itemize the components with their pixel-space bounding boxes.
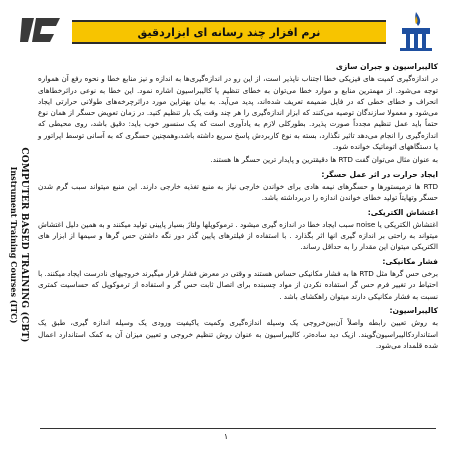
header-title-bar <box>72 20 386 44</box>
paragraph: به روش تعیین رابطه واصلاً آن‌بین‌خروجی یک وسیله اندازه‌گیری وکمیت یاکیفیت ورودی یک وسیله اندازه گیری، طبق یک استانداردکالیبراسیون‌گویند. ازیک دید ساده‌تر، کالیبراسیون به عنوان روش تنظیم خروجی و تعیین میزان آن به کمک استاندارد اعمال شده قلمداد می‌شود. <box>38 318 438 350</box>
paragraph: در اندازه‌گیری کمیت های فیزیکی خطا اجتناب ناپذیر است، از این رو در اندازه‌گیری‌ها به اندازه و نیز منابع خطا و نحوه رفع آن همواره توجه می‌شود. از مهمترین منابع و موارد خطا می‌توان به خطای تنظیم یا کالیبراسیون اشاره نمود. این خطا به نوعی دراثرخطاهای انحراف و خطای خطی که در فایل ضمیمه تعریف شده‌اند، پدید می‌آید. به بیان بهتراین مورد دراثرچرخه‌های طولانی حرارتی ایجاد می‌شود و معمولا سازندگان توصیه می‌کنند که ابزار اندازه‌گیری را هر چند وقت یک بار تنظیم کنید. در زمان تعویض حسگر از همان نوع حتماً باید عمل تنظیم مجدداً صورت پذیرد. بطورکلی لازم به یادآوری است که یک سنسور خوب باید: دقیق باشد، روی محیطی که اندازه‌گیری را انجام می‌دهد تاثیر نگذارد، بسته به نوع کاربردش پاسخ سریع داشته باشد،وهمچنین حسگری که به آسانی توسط اپراتور و یا دستگاههای اتوماتیک خوانده شود. <box>38 74 438 152</box>
side-banner-title: COMPUTER BASED TRAINING (CBT) <box>19 147 29 343</box>
header-title: نرم افزار چند رسانه ای ابزاردقیق <box>137 25 321 39</box>
page-header <box>14 10 438 50</box>
paragraph: به عنوان مثال می‌توان گفت RTD ها دقیقترین و پایدار ترین حسگر ها هستند. <box>210 155 438 165</box>
oil-company-logo <box>394 10 438 52</box>
footer-divider <box>40 428 436 429</box>
section-heading: کالیبراسیون: <box>389 305 438 315</box>
section-heading: فشار مکانیکی: <box>382 256 438 266</box>
document-body <box>38 58 438 428</box>
paragraph: برخی حس گرها مثل RTD ها به فشار مکانیکی حساس هستند و وقتی در معرض فشار قرار میگیرند خروجیهای نادرست ایجاد میکنند. با احتیاط در تغییر فرم حس گر استفاده نکردن از مواد چسبنده برای اتصال ثابت حس گر و استفاده از ترموکوپل که حساسیت کمتری نسبت به فشار مکانیکی دارند میتوان راهکشای باشد . <box>38 269 438 301</box>
company-logo-left <box>18 12 64 48</box>
paragraph: RTD ها ترمیستورها و حسگرهای نیمه هادی برای خواندن خارجی نیاز به منبع تغذیه خارجی دارند. این منبع میتواند سبب گرم شدن حسگر وتهایتاً تولید خطای خواندن اندازه را دربرداشته باشد. <box>38 181 438 203</box>
page-number: ١ <box>223 432 229 441</box>
section-heading: اغتشاش الکتریکی: <box>367 207 438 217</box>
section-heading: کالیبراسیون و جبران سازی <box>335 62 438 71</box>
paragraph: اغتشاش الکتریکی یا noise سبب ایجاد خطا در اندازه گیری میشود . ترموکوپلها ولتاژ بسیار پایینی تولید میکنند و به همین دلیل اغتشاش میتواند به راحتی بر اندازه گیری انها اثر بگذارد . با استفاده از فیلترهای پایین گذر دور نگه داشتن حس گرها و سیمها از ابزار های الکتریکی میتوان این مقدار را به حداقل رساند. <box>38 219 438 252</box>
section-heading: ایجاد حرارت در اثر عمل حسگر: <box>321 169 438 179</box>
side-banner-subtitle: Instrument Training Courses (ITC) <box>9 166 19 324</box>
side-banner <box>4 60 34 430</box>
